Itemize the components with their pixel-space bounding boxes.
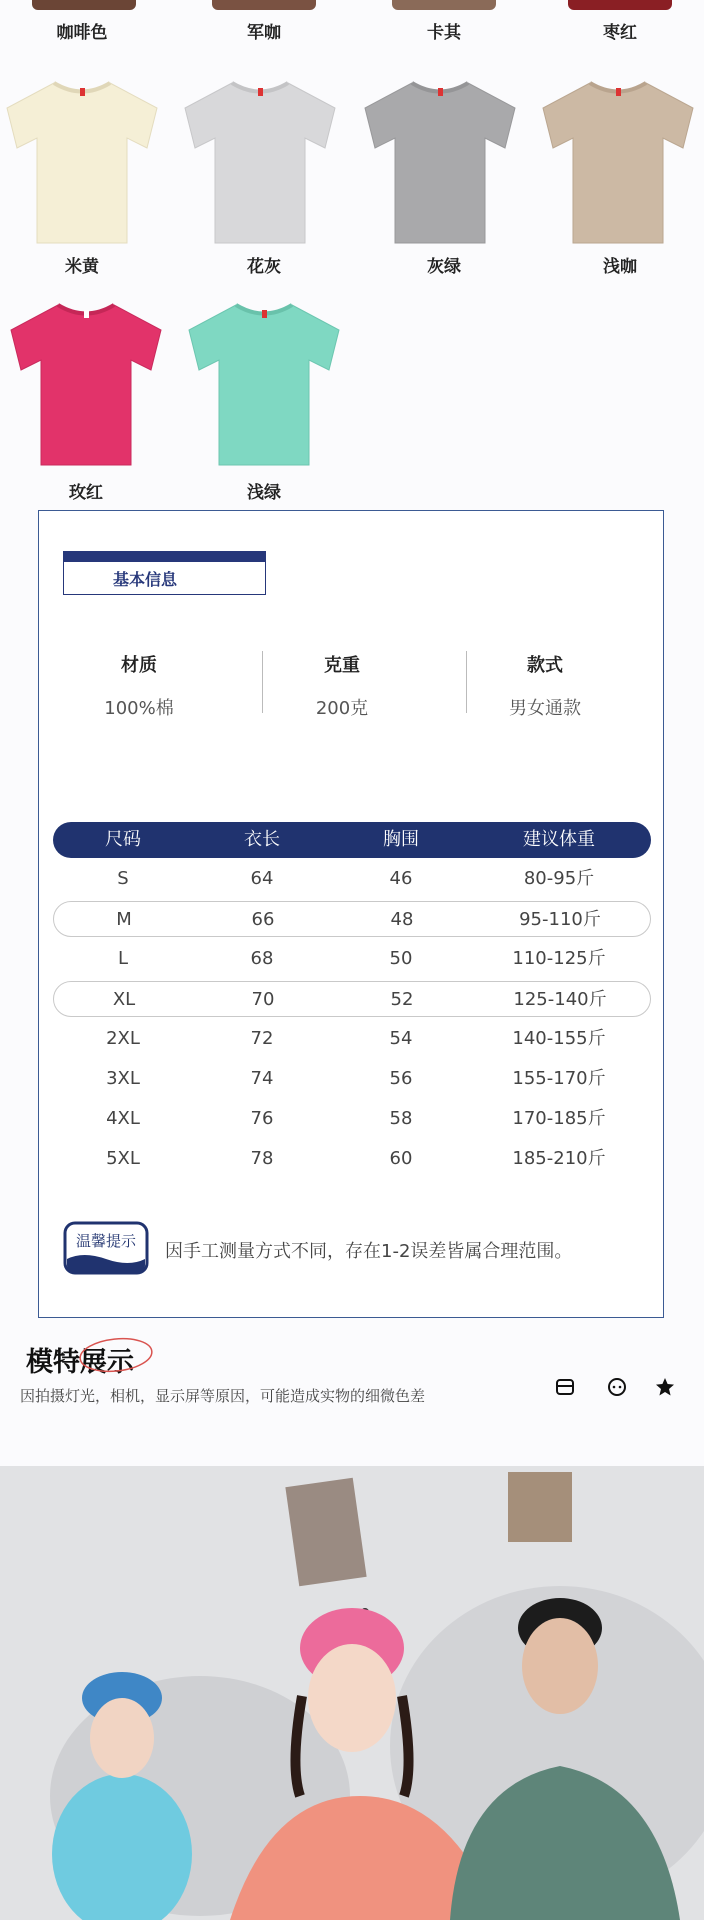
column-header: 胸围 [383,829,419,850]
cell-chest: 46 [389,868,413,889]
star-icon[interactable] [654,1376,676,1398]
tip-badge [63,1221,149,1275]
cell-weight: 170-185斤 [512,1108,606,1129]
swatch-strip-2 [212,0,316,10]
product-info-panel [38,510,664,1318]
color-name: 军咖 [247,23,281,43]
swatch-strip-3 [392,0,496,10]
cell-size: S [117,868,129,889]
color-name: 浅咖 [603,257,637,277]
cell-weight: 185-210斤 [512,1148,606,1169]
cell-chest: 56 [389,1068,413,1089]
table-row [53,981,651,1017]
cell-size: M [116,909,132,930]
cell-chest: 60 [389,1148,413,1169]
column-header: 尺码 [105,829,141,850]
cell-weight: 110-125斤 [512,948,606,969]
tshirt-image[interactable] [538,78,698,248]
tshirt-image[interactable] [180,78,340,248]
tshirt-image[interactable] [360,78,520,248]
cell-size: 2XL [106,1028,140,1049]
cell-size: 4XL [106,1108,140,1129]
table-row [53,1061,651,1097]
store-icon[interactable] [554,1376,576,1398]
tshirt-image[interactable] [2,78,162,248]
cell-weight: 95-110斤 [519,909,601,930]
attr-label: 材质 [121,655,157,676]
cell-weight: 80-95斤 [523,868,595,889]
attr-value: 100%棉 [104,698,174,719]
color-name: 浅绿 [247,483,281,503]
color-name: 玫红 [69,483,103,503]
cell-length: 74 [250,1068,274,1089]
cell-size: 3XL [106,1068,140,1089]
tshirt-image[interactable] [184,300,344,470]
attr-label: 款式 [527,655,563,676]
tshirt-image[interactable] [6,300,166,470]
cell-chest: 54 [389,1028,413,1049]
color-name: 米黄 [65,257,99,277]
cell-length: 72 [250,1028,274,1049]
model-section-subtitle: 因拍摄灯光，相机，显示屏等原因，可能造成实物的细微色差 [20,1387,426,1405]
color-name: 花灰 [247,257,281,277]
table-row [53,1141,651,1177]
title-circle-decoration [76,1334,156,1376]
model-section-title: 模特展示 [26,1347,134,1378]
chat-icon[interactable] [606,1376,628,1398]
attr-value: 男女通款 [509,698,581,719]
cell-length: 64 [250,868,274,889]
cell-length: 66 [251,909,275,930]
cell-size: XL [112,989,136,1010]
table-row [53,941,651,977]
cell-chest: 58 [389,1108,413,1129]
cell-weight: 155-170斤 [512,1068,606,1089]
color-name: 灰绿 [427,257,461,277]
attr-label: 克重 [324,655,360,676]
tip-text: 因手工测量方式不同，存在1-2误差皆属合理范围。 [165,1241,573,1262]
cell-weight: 125-140斤 [513,989,607,1010]
cell-length: 76 [250,1108,274,1129]
cell-size: L [117,948,129,969]
model-photo-illustration [0,1466,704,1920]
color-name: 枣红 [603,23,637,43]
swatch-strip-4 [568,0,672,10]
table-row [53,901,651,937]
cell-chest: 50 [389,948,413,969]
model-photo[interactable] [0,1466,704,1920]
section-tag [63,551,266,595]
color-name: 卡其 [427,23,461,43]
color-name: 咖啡色 [56,23,108,43]
table-row [53,1021,651,1057]
table-row [53,1101,651,1137]
cell-size: 5XL [106,1148,140,1169]
attr-material [39,651,239,720]
cell-chest: 52 [390,989,414,1010]
tip-badge-label: 温馨提示 [75,1232,136,1250]
cell-chest: 48 [390,909,414,930]
cell-length: 68 [250,948,274,969]
section-title: 基本信息 [113,570,178,589]
attr-value: 200克 [315,698,369,719]
cell-length: 70 [251,989,275,1010]
table-row [53,861,651,897]
attr-style [445,651,645,720]
size-table-header [53,822,651,858]
column-header: 衣长 [244,829,280,850]
cell-length: 78 [250,1148,274,1169]
attr-weight [242,651,442,720]
column-header: 建议体重 [523,829,595,850]
swatch-strip-1 [32,0,136,10]
cell-weight: 140-155斤 [512,1028,606,1049]
